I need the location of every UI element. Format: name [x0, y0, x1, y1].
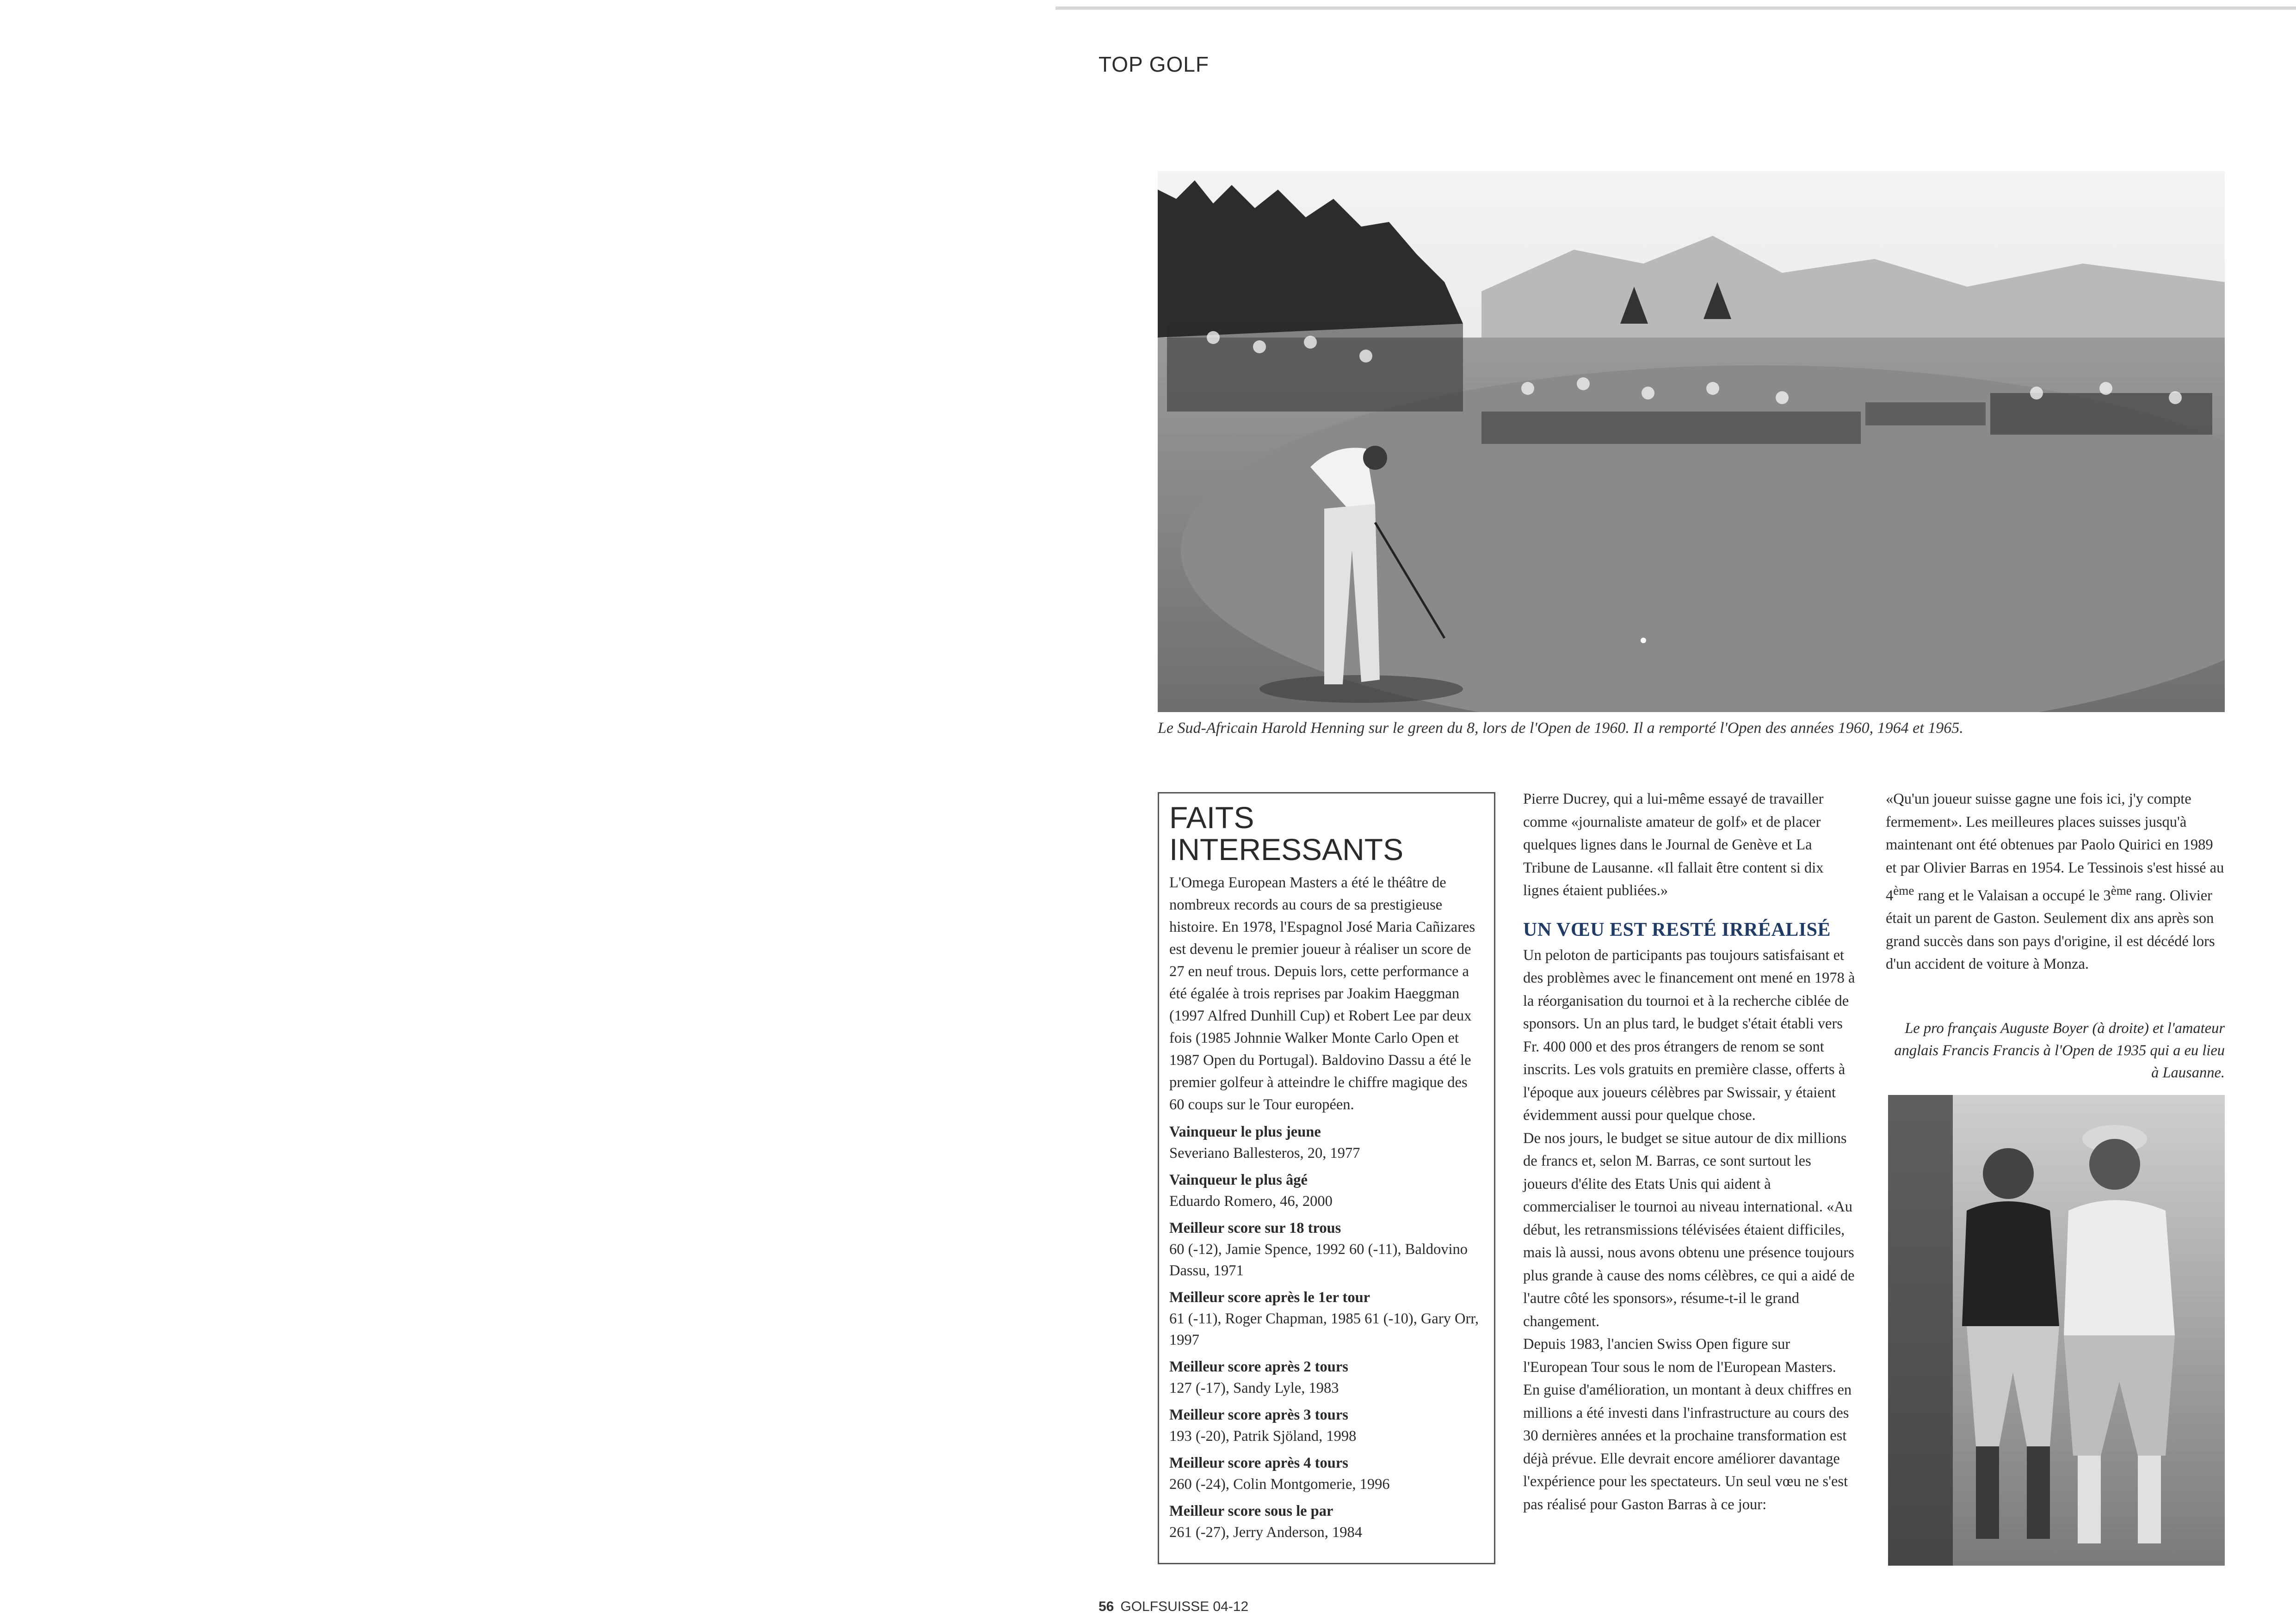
facts-box	[1158, 792, 1495, 1564]
fact-value: 193 (-20), Patrik Sjöland, 1998	[1169, 1427, 1357, 1445]
main-photo	[1158, 171, 2225, 712]
fact-item	[1169, 1287, 1484, 1351]
article-paragraph: Pierre Ducrey, qui a lui-même essayé de travailler comme «journaliste amateur de golf» et de placer quelques lignes dans le Journal de Genève et La Tribune de Lausanne. «Il fallait être content si dix lignes étaient publiées.»	[1523, 791, 1824, 899]
superscript: ème	[1893, 884, 1914, 898]
side-photo-caption: Le pro français Auguste Boyer (à droite) et l'amateur anglais Francis Francis à l'Open de 1935 qui a eu lieu à Lausanne.	[1894, 1020, 2225, 1081]
fact-item	[1169, 1217, 1484, 1281]
fact-item	[1169, 1121, 1484, 1164]
article-paragraph	[1886, 788, 2225, 976]
fact-label: Vainqueur le plus jeune	[1169, 1123, 1321, 1140]
facts-box-title: FAITS INTERESSANTS	[1169, 800, 1404, 867]
fact-label: Meilleur score après le 1er tour	[1169, 1289, 1370, 1306]
fact-label: Meilleur score sur 18 trous	[1169, 1219, 1341, 1236]
fact-label: Vainqueur le plus âgé	[1169, 1171, 1308, 1188]
fact-item	[1169, 1500, 1484, 1543]
article-column-3	[1886, 788, 2225, 976]
fact-label: Meilleur score après 4 tours	[1169, 1454, 1348, 1471]
fact-value: Eduardo Romero, 46, 2000	[1169, 1193, 1333, 1210]
fact-item	[1169, 1169, 1484, 1212]
fact-label: Meilleur score après 3 tours	[1169, 1406, 1348, 1423]
fact-value: 260 (-24), Colin Montgomerie, 1996	[1169, 1475, 1390, 1493]
superscript: ème	[2111, 884, 2132, 898]
text-run: rang. Olivier était un parent de Gaston. Seulement dix ans après son grand succès dans son pays d'origine, il est décédé lors d'un accident de voiture à Monza.	[1886, 887, 2215, 973]
fact-value: 127 (-17), Sandy Lyle, 1983	[1169, 1379, 1339, 1396]
article-paragraph: Depuis 1983, l'ancien Swiss Open figure sur l'European Tour sous le nom de l'European Masters. En guise d'amélioration, un montant à deux chiffres en millions a été investi dans l'infrastructure au cours des 30 dernières années et la prochaine transformation est déjà prévue. Elle devrait encore améliorer davantage l'expérience pour les spectateurs. Un seul vœu ne s'est pas réalisé pour Gaston Barras à ce jour:	[1523, 1336, 1852, 1513]
article-paragraph: De nos jours, le budget se situe autour de dix millions de francs et, selon M. Barras, ce sont surtout les joueurs d'élite des Etats Unis qui aident à commercialiser le tournoi au niveau international. «Au début, les retransmissions télévisées étaient difficiles, mais là aussi, nous avons obtenu une présence toujours plus grande à cause des noms célèbres, ce qui a aidé de l'autre côté les sponsors», résume-t-il le grand changement.	[1523, 1130, 1855, 1330]
main-photo-caption: Le Sud-Africain Harold Henning sur le green du 8, lors de l'Open de 1960. Il a remporté l'Open des années 1960, 1964 et 1965.	[1158, 719, 1963, 737]
fact-label: Meilleur score après 2 tours	[1169, 1358, 1348, 1375]
article-subheading: UN VŒU EST RESTÉ IRRÉALISÉ	[1523, 919, 1831, 941]
top-rule	[1055, 6, 2296, 10]
fact-item	[1169, 1404, 1484, 1447]
magazine-issue: GOLFSUISSE 04-12	[1120, 1599, 1249, 1614]
fact-value: 60 (-12), Jamie Spence, 1992 60 (-11), Baldovino Dassu, 1971	[1169, 1241, 1468, 1279]
fact-item	[1169, 1452, 1484, 1495]
fact-label: Meilleur score sous le par	[1169, 1502, 1333, 1519]
text-run: rang et le Valaisan a occupé le 3	[1914, 887, 2111, 904]
fact-value: 61 (-11), Roger Chapman, 1985 61 (-10), Gary Orr, 1997	[1169, 1310, 1479, 1348]
page-number: 56	[1099, 1599, 1114, 1614]
section-label: TOP GOLF	[1099, 52, 1209, 76]
article-paragraph: Un peloton de participants pas toujours satisfaisant et des problèmes avec le financement ont mené en 1978 à la réorganisation du tournoi et à la recherche ciblée de sponsors. Un an plus tard, le budget s'était établi vers Fr. 400 000 et des pros étrangers de renom se sont inscrits. Les vols gratuits en première classe, offerts à l'époque aux joueurs célèbres par Swissair, y étaient évidemment aussi pour quelque chose.	[1523, 947, 1855, 1124]
fact-value: 261 (-27), Jerry Anderson, 1984	[1169, 1524, 1363, 1541]
page-footer	[1099, 1599, 1248, 1615]
fact-item	[1169, 1356, 1484, 1399]
facts-box-intro: L'Omega European Masters a été le théâtre de nombreux records au cours de sa prestigieuse histoire. En 1978, l'Espagnol José Maria Cañizares est devenu le premier joueur à réaliser un score de 27 en neuf trous. Depuis lors, cette performance a été égalée à trois reprises par Joakim Haeggman (1997 Alfred Dunhill Cup) et Robert Lee par deux fois (1985 Johnnie Walker Monte Carlo Open et 1987 Open du Portugal). Baldovino Dassu a été le premier golfeur à atteindre le chiffre magique des 60 coups sur le Tour européen.	[1169, 874, 1475, 1113]
article-column-2	[1523, 788, 1856, 1516]
fact-value: Severiano Ballesteros, 20, 1977	[1169, 1144, 1360, 1162]
side-photo	[1888, 1095, 2225, 1566]
text-run: «Qu'un joueur suisse gagne une fois ici, j'y compte fermement». Les meilleures places suisses jusqu'à maintenant ont été obtenues par Paolo Quirici en 1989 et par Olivier Barras en 1954. Le Tessinois s'est hissé au 4	[1886, 791, 2224, 904]
